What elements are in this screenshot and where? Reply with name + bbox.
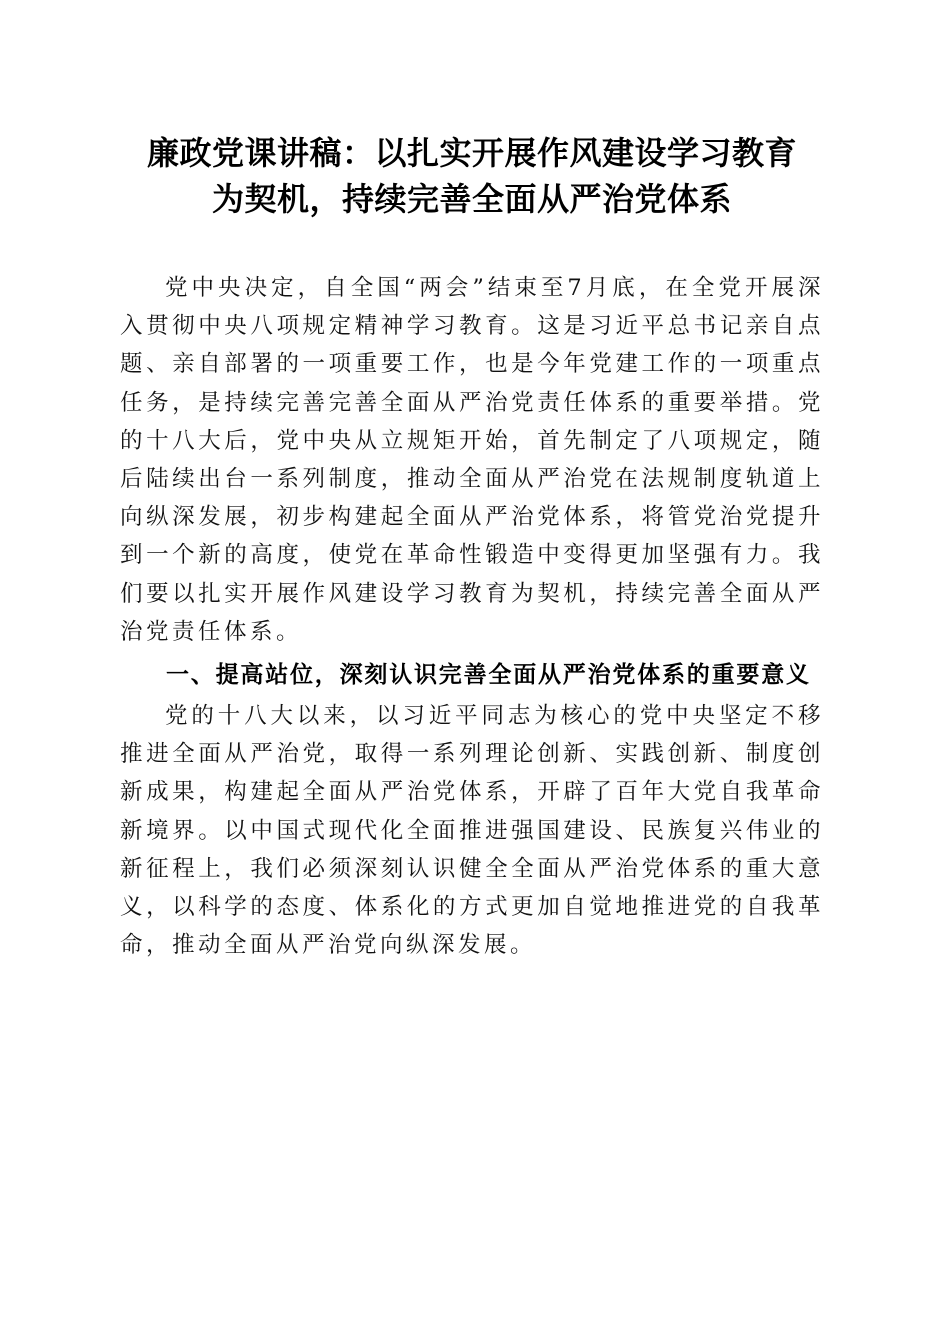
document-title xyxy=(120,130,824,222)
document-body xyxy=(120,269,824,964)
section-1-paragraph: 党的十八大以来，以习近平同志为核心的党中央坚定不移推进全面从严治党，取得一系列理论创新、实践创新、制度创新成果，构建起全面从严治党体系，开辟了百年大党自我革命新境界。以中国式现代化全面推进强国建设、民族复兴伟业的新征程上，我们必须深刻认识健全全面从严治党体系的重大意义，以科学的态度、体系化的方式更加自觉地推进党的自我革命，推动全面从严治党向纵深发展。 xyxy=(120,703,824,959)
document-page xyxy=(120,130,824,964)
section-1-heading: 一、提高站位，深刻认识完善全面从严治党体系的重要意义 xyxy=(166,662,811,689)
title-line-1: 廉政党课讲稿：以扎实开展作风建设学习教育 xyxy=(146,134,797,172)
intro-paragraph: 党中央决定，自全国“两会”结束至7月底，在全党开展深入贯彻中央八项规定精神学习教育。这是习近平总书记亲自点题、亲自部署的一项重要工作，也是今年党建工作的一项重点任务，是持续完善完善全面从严治党责任体系的重要举措。党的十八大后，党中央从立规矩开始，首先制定了八项规定，随后陆续出台一系列制度，推动全面从严治党在法规制度轨道上向纵深发展，初步构建起全面从严治党体系，将管党治党提升到一个新的高度，使党在革命性锻造中变得更加坚强有力。我们要以扎实开展作风建设学习教育为契机，持续完善全面从严治党责任体系。 xyxy=(120,275,824,645)
title-line-2: 为契机，持续完善全面从严治党体系 xyxy=(211,180,732,218)
